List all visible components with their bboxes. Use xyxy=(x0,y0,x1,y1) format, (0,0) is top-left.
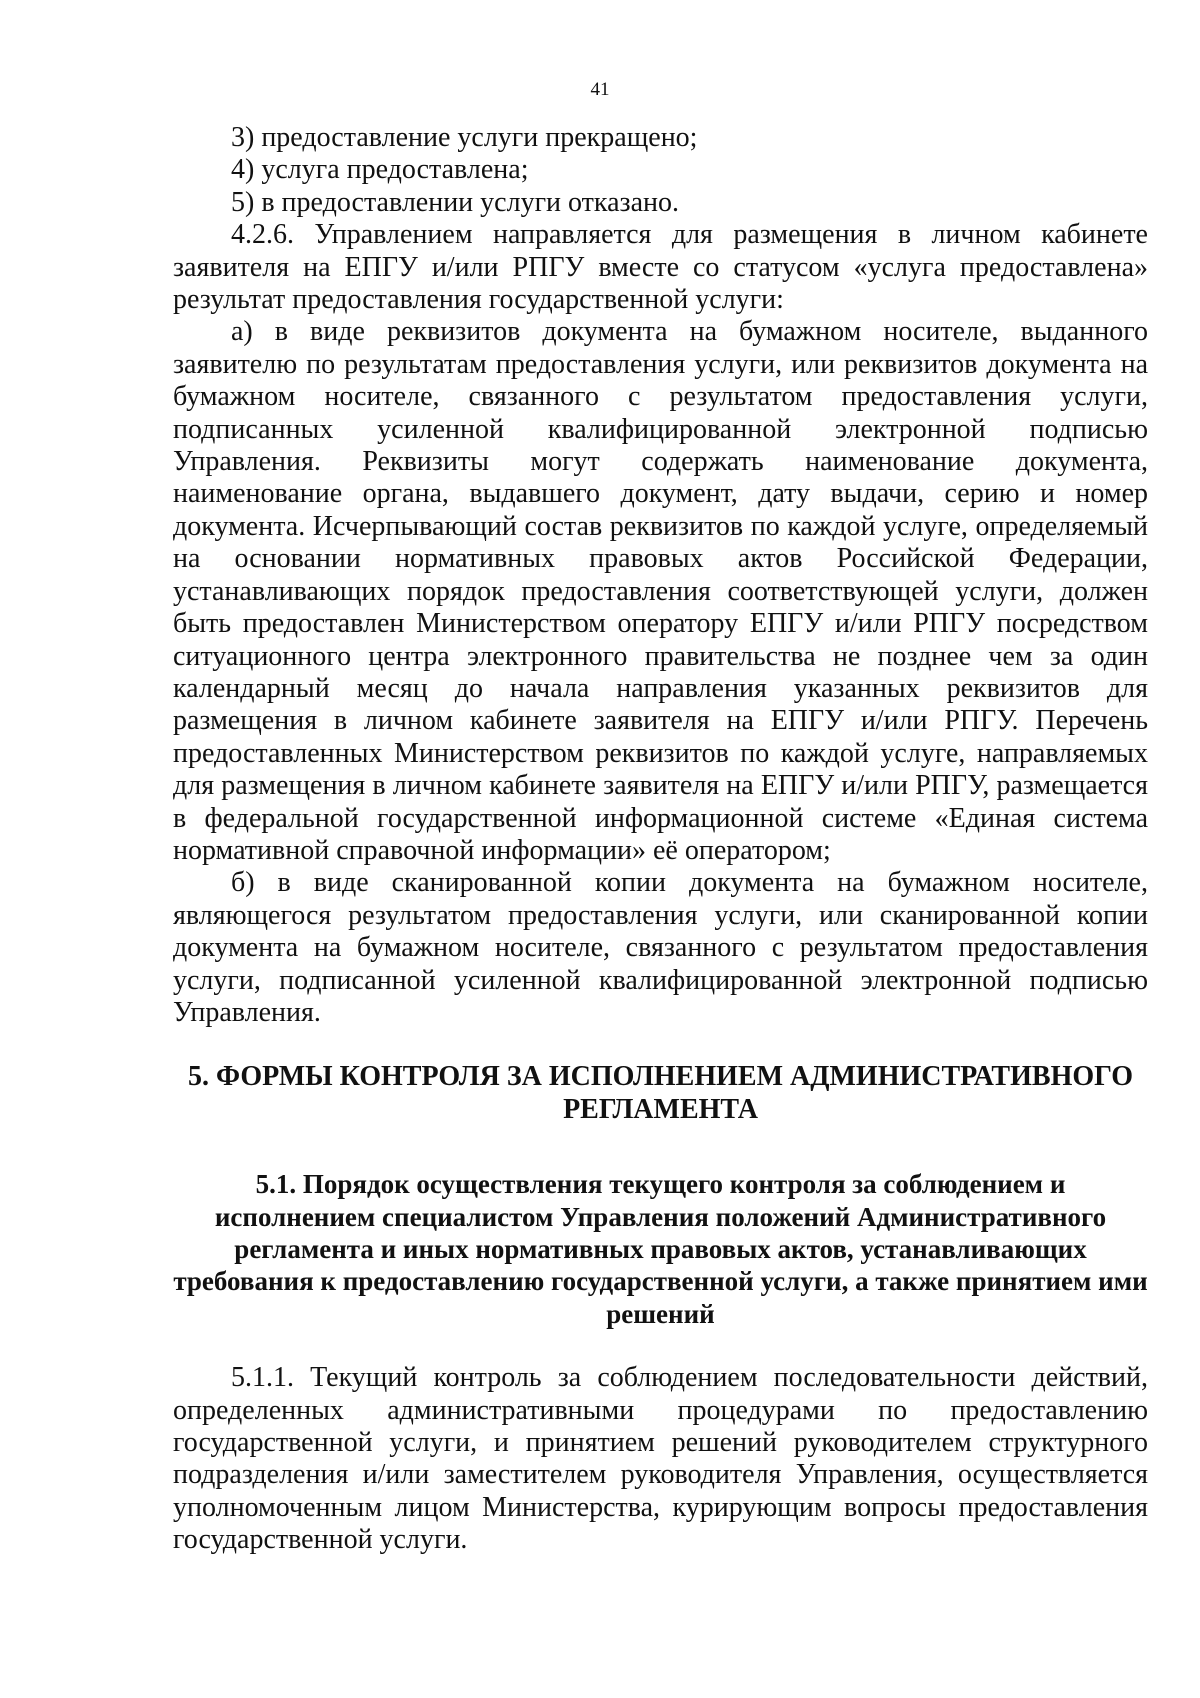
paragraph-5-1-1: 5.1.1. Текущий контроль за соблюдением последовательности действий, определенных административными процедурами по предоставлению государственной услуги, и принятием решений руководителем структурного подразделения и/или заместителем руководителя Управления, осуществляется уполномоченным лицом Министерства, курирующим вопросы предоставления государственной услуги. xyxy=(173,1362,1148,1556)
page-number: 41 xyxy=(590,79,610,100)
status-list-item-5: 5) в предоставлении услуги отказано. xyxy=(231,186,679,218)
section-5-heading: 5. ФОРМЫ КОНТРОЛЯ ЗА ИСПОЛНЕНИЕМ АДМИНИСТРАТИВНОГО РЕГЛАМЕНТА xyxy=(187,1061,1134,1125)
paragraph-item-b: б) в виде сканированной копии документа на бумажном носителе, являющегося результатом предоставления услуги, или сканированной копии документа на бумажном носителе, связанного с результатом предоставления услуги, подписанной усиленной квалифицированной электронной подписью Управления. xyxy=(173,867,1148,1028)
paragraph-item-a: а) в виде реквизитов документа на бумажном носителе, выданного заявителю по результатам предоставления услуги, или реквизитов документа на бумажном носителе, связанного с результатом предоставления услуги, подписанных усиленной квалифицированной электронной подписью Управления. Реквизиты могут содержать наименование документа, наименование органа, выдавшего документ, дату выдачи, серию и номер документа. Исчерпывающий состав реквизитов по каждой услуге, определяемый на основании нормативных правовых актов Российской Федерации, устанавливающих порядок предоставления соответствующей услуги, должен быть предоставлен Министерством оператору ЕПГУ и/или РПГУ посредством ситуационного центра электронного правительства не позднее чем за один календарный месяц до начала направления указанных реквизитов для размещения в личном кабинете заявителя на ЕПГУ и/или РПГУ. Перечень предоставленных Министерством реквизитов по каждой услуге, направляемых для размещения в личном кабинете заявителя на ЕПГУ и/или РПГУ, размещается в федеральной государственной информационной системе «Единая система нормативной справочной информации» её оператором; xyxy=(173,316,1148,866)
paragraph-4-2-6: 4.2.6. Управлением направляется для размещения в личном кабинете заявителя на ЕПГУ и/или РПГУ вместе со статусом «услуга предоставлена» результат предоставления государственной услуги: xyxy=(173,219,1148,316)
status-list-item-3: 3) предоставление услуги прекращено; xyxy=(231,122,698,153)
page-content xyxy=(173,122,1148,1557)
status-list-item-4: 4) услуга предоставлена; xyxy=(231,154,529,186)
subsection-5-1-heading: 5.1. Порядок осуществления текущего контроля за соблюдением и исполнением специалистом Управления положений Административного регламента и иных нормативных правовых актов, устанавливающих требования к предоставлению государственной услуги, а также принятием ими решений xyxy=(173,1169,1148,1329)
